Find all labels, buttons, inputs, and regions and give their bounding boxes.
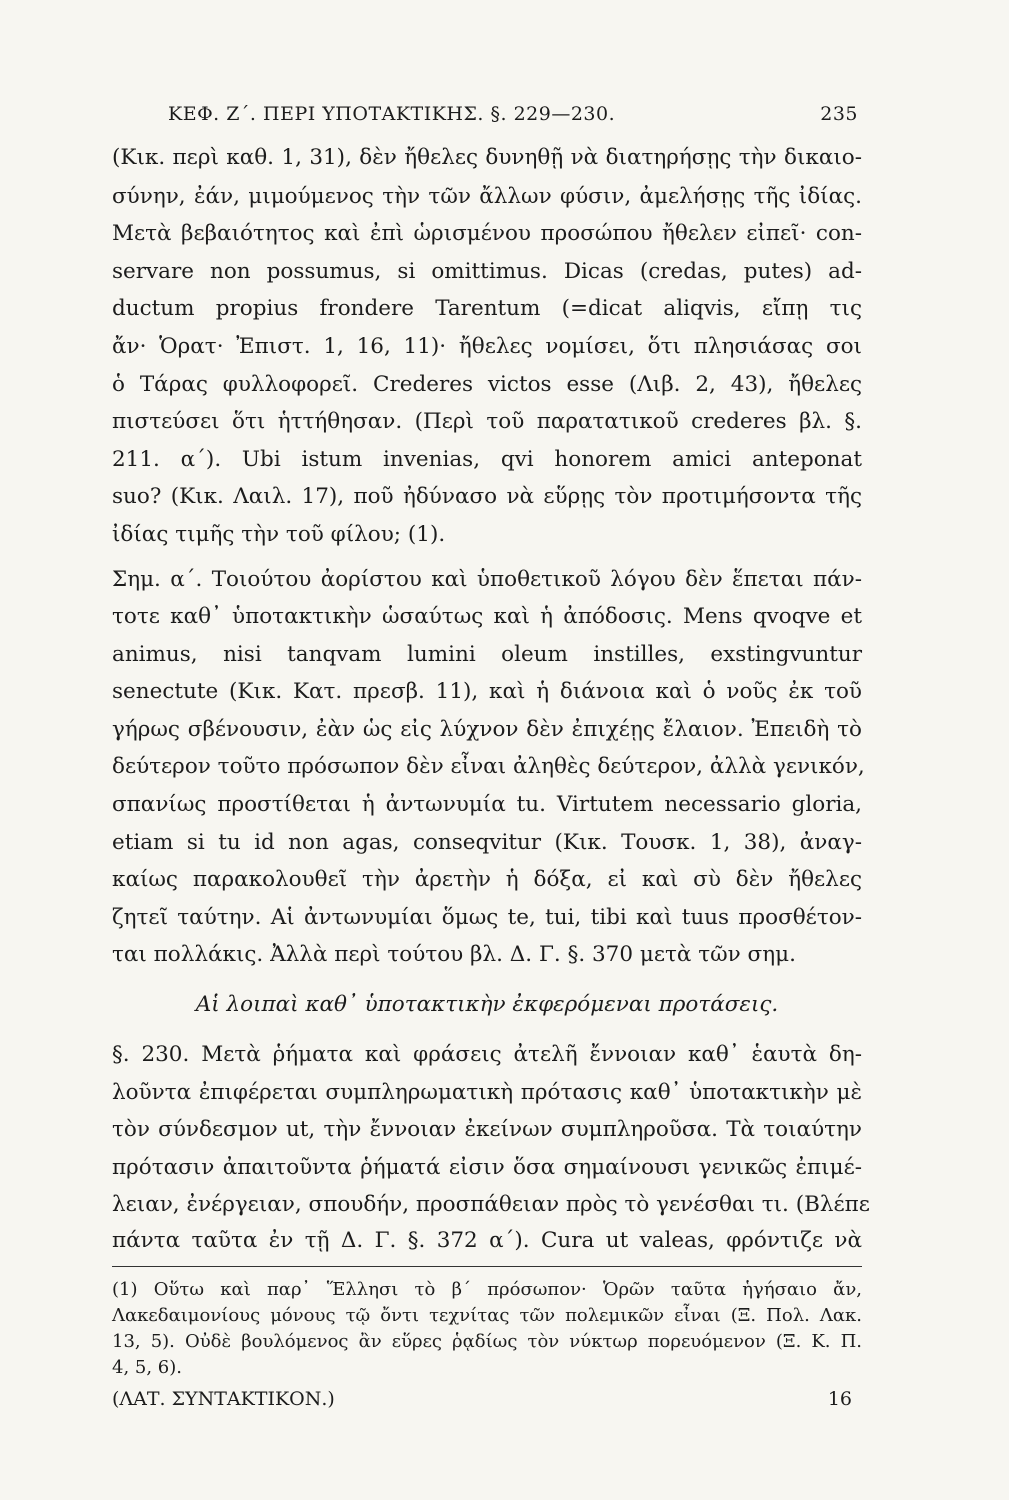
running-title: ΚΕΦ. Ζ΄. ΠΕΡΙ ΥΠΟΤΑΚΤΙΚΗΣ. §. 229—230. — [168, 103, 616, 125]
signature-label: (ΛΑΤ. ΣΥΝΤΑΚΤΙΚΟΝ.) — [112, 1388, 335, 1410]
text-line: πάντα ταῦτα ἐν τῇ Δ. Γ. §. 372 α΄). Cura ut valeas, φρόντιζε νὰ — [112, 1228, 862, 1253]
text-line: λειαν, ἐνέργειαν, σπουδήν, προσπάθειαν πρὸς τὸ γενέσθαι τι. (Βλέπε — [112, 1192, 870, 1217]
footnote-line: (1) Οὕτω καὶ παρ᾽ Ἕλλησι τὸ β΄ πρόσωπον· Ὁρῶν ταῦτα ἡγήσαιο ἄν, — [112, 1279, 862, 1300]
text-line: ἰδίας τιμῆς τὴν τοῦ φίλου; (1). — [112, 522, 446, 547]
signature-line — [112, 1388, 852, 1410]
text-line: πιστεύσει ὅτι ἡττήθησαν. (Περὶ τοῦ παρατατικοῦ crederes βλ. §. — [112, 409, 862, 434]
footnote-line: Λακεδαιμονίους μόνους τῷ ὄντι τεχνίτας τῶν πολεμικῶν εἶναι (Ξ. Πολ. Λακ. — [112, 1305, 862, 1326]
text-line: τοτε καθ᾽ ὑποτακτικὴν ὡσαύτως καὶ ἡ ἀπόδοσις. Mens qvoqve et — [112, 604, 862, 629]
footnote-rule — [112, 1266, 862, 1267]
text-line: (Κικ. περὶ καθ. 1, 31), δὲν ἤθελες δυνηθῇ νὰ διατηρήσῃς τὴν δικαιο- — [112, 145, 862, 170]
text-line: Σημ. α΄. Τοιούτου ἀορίστου καὶ ὑποθετικοῦ λόγου δὲν ἕπεται πάν- — [112, 567, 862, 592]
text-line: γήρως σβένουσιν, ἐὰν ὡς εἰς λύχνον δὲν ἐπιχέῃς ἔλαιον. Ἐπειδὴ τὸ — [112, 717, 862, 742]
text-line: senectute (Κικ. Κατ. πρεσβ. 11), καὶ ἡ διάνοια καὶ ὁ νοῦς ἐκ τοῦ — [112, 679, 862, 704]
text-line: καίως παρακολουθεῖ τὴν ἀρετὴν ἡ δόξα, εἰ καὶ σὺ δὲν ἤθελες — [112, 867, 862, 892]
footnote-line: 4, 5, 6). — [112, 1357, 182, 1378]
text-line: ἄν· Ὁρατ· Ἐπιστ. 1, 16, 11)· ἤθελες νομίσει, ὅτι πλησιάσας σοι — [112, 334, 862, 359]
text-line: ται πολλάκις. Ἀλλὰ περὶ τούτου βλ. Δ. Γ. §. 370 μετὰ τῶν σημ. — [112, 942, 796, 967]
footnote-line: 13, 5). Οὐδὲ βουλόμενος ἂν εὕρες ῥᾳδίως τὸν νύκτωρ πορευόμενον (Ξ. Κ. Π. — [112, 1331, 862, 1352]
text-line: ὁ Τάρας φυλλοφορεῖ. Crederes victos esse (Λιβ. 2, 43), ἤθελες — [112, 372, 862, 397]
text-line: τὸν σύνδεσμον ut, τὴν ἔννοιαν ἐκείνων συμπληροῦσα. Τὰ τοιαύτην — [112, 1117, 862, 1142]
text-line: λοῦντα ἐπιφέρεται συμπληρωματικὴ πρότασις καθ᾽ ὑποτακτικὴν μὲ — [112, 1080, 862, 1105]
section-heading: Αἱ λοιπαὶ καθ᾽ ὑποτακτικὴν ἐκφερόμεναι προτάσεις. — [195, 992, 779, 1017]
text-line: animus, nisi tanqvam lumini oleum instilles, exstingvuntur — [112, 642, 862, 667]
text-line: σύνην, ἐάν, μιμούμενος τὴν τῶν ἄλλων φύσιν, ἀμελήσῃς τῆς ἰδίας. — [112, 184, 862, 209]
text-line: Μετὰ βεβαιότητος καὶ ἐπὶ ὡρισμένου προσώπου ἤθελεν εἰπεῖ· con- — [112, 221, 862, 246]
text-line: §. 230. Μετὰ ῥήματα καὶ φράσεις ἀτελῆ ἔννοιαν καθ᾽ ἑαυτὰ δη- — [112, 1042, 862, 1067]
page-number: 235 — [820, 103, 858, 125]
text-line: etiam si tu id non agas, conseqvitur (Κικ. Τουσκ. 1, 38), ἀναγ- — [112, 830, 862, 855]
running-header — [168, 103, 858, 125]
text-line: σπανίως προστίθεται ἡ ἀντωνυμία tu. Virtutem necessario gloria, — [112, 792, 862, 817]
text-line: πρότασιν ἀπαιτοῦντα ῥήματά εἰσιν ὅσα σημαίνουσι γενικῶς ἐπιμέ- — [112, 1155, 862, 1180]
text-line: servare non possumus, si omittimus. Dicas (credas, putes) ad- — [112, 259, 862, 284]
text-line: 211. α΄). Ubi istum invenias, qvi honorem amici anteponat — [112, 447, 862, 472]
text-line: δεύτερον τοῦτο πρόσωπον δὲν εἶναι ἀληθὲς δεύτερον, ἀλλὰ γενικόν, — [112, 754, 865, 779]
text-line: ζητεῖ ταύτην. Αἱ ἀντωνυμίαι ὅμως te, tui, tibi καὶ tuus προσθέτον- — [112, 905, 862, 930]
signature-mark: 16 — [827, 1388, 852, 1410]
text-line: ductum propius frondere Tarentum (=dicat aliqvis, εἴπῃ τις — [112, 296, 862, 321]
text-line: suo? (Κικ. Λαιλ. 17), ποῦ ἠδύνασο νὰ εὕρῃς τὸν προτιμήσοντα τῆς — [112, 484, 862, 509]
